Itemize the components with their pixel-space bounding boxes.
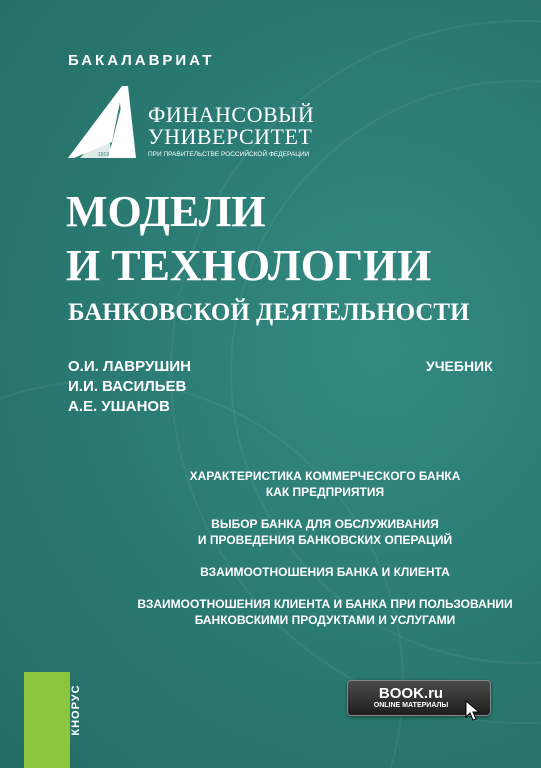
- university-logo-icon: [68, 86, 148, 166]
- university-logo: [68, 86, 318, 166]
- author-name: А.Е. УШАНОВ: [68, 398, 170, 415]
- topic-line: ХАРАКТЕРИСТИКА КОММЕРЧЕСКОГО БАНКА: [189, 469, 461, 483]
- title-line2: И ТЕХНОЛОГИИ: [66, 241, 432, 290]
- logo-year: 1919: [98, 152, 110, 158]
- topic-item: [110, 596, 540, 628]
- topic-line: ВЗАИМООТНОШЕНИЯ БАНКА И КЛИЕНТА: [200, 565, 450, 579]
- topic-item: [110, 516, 540, 548]
- bookru-subtitle: ONLINE МАТЕРИАЛЫ: [373, 702, 449, 709]
- author-name: И.И. ВАСИЛЬЕВ: [68, 378, 187, 395]
- logo-line2: УНИВЕРСИТЕТ: [148, 124, 313, 149]
- logo-line3: ПРИ ПРАВИТЕЛЬСТВЕ РОССИЙСКОЙ ФЕДЕРАЦИИ: [148, 151, 310, 158]
- topic-line: КАК ПРЕДПРИЯТИЯ: [265, 485, 385, 499]
- topic-line: И ПРОВЕДЕНИЯ БАНКОВСКИХ ОПЕРАЦИЙ: [197, 533, 453, 547]
- accent-bar: [24, 672, 70, 768]
- topic-line: БАНКОВСКИМИ ПРОДУКТАМИ И УСЛУГАМИ: [194, 613, 456, 627]
- bookru-title: BOOK.ru: [378, 685, 444, 702]
- topics-list: [110, 468, 540, 644]
- cursor-arrow-icon: [465, 700, 481, 722]
- topic-line: ВЫБОР БАНКА ДЛЯ ОБСЛУЖИВАНИЯ: [211, 517, 439, 531]
- title-line3: БАНКОВСКОЙ ДЕЯТЕЛЬНОСТИ: [68, 299, 470, 326]
- topic-item: [110, 468, 540, 500]
- topic-line: ВЗАИМООТНОШЕНИЯ КЛИЕНТА И БАНКА ПРИ ПОЛЬЗОВАНИИ: [137, 597, 513, 611]
- author-name: О.И. ЛАВРУШИН: [68, 358, 191, 375]
- logo-line1: ФИНАНСОВЫЙ: [148, 102, 315, 127]
- publisher-name: КНОРУС: [70, 684, 82, 736]
- series-label: БАКАЛАВРИАТ: [68, 52, 215, 69]
- topic-item: [110, 564, 540, 580]
- book-type-label: УЧЕБНИК: [426, 358, 493, 374]
- title-line1: МОДЕЛИ: [66, 187, 266, 236]
- publisher-label: [68, 682, 84, 742]
